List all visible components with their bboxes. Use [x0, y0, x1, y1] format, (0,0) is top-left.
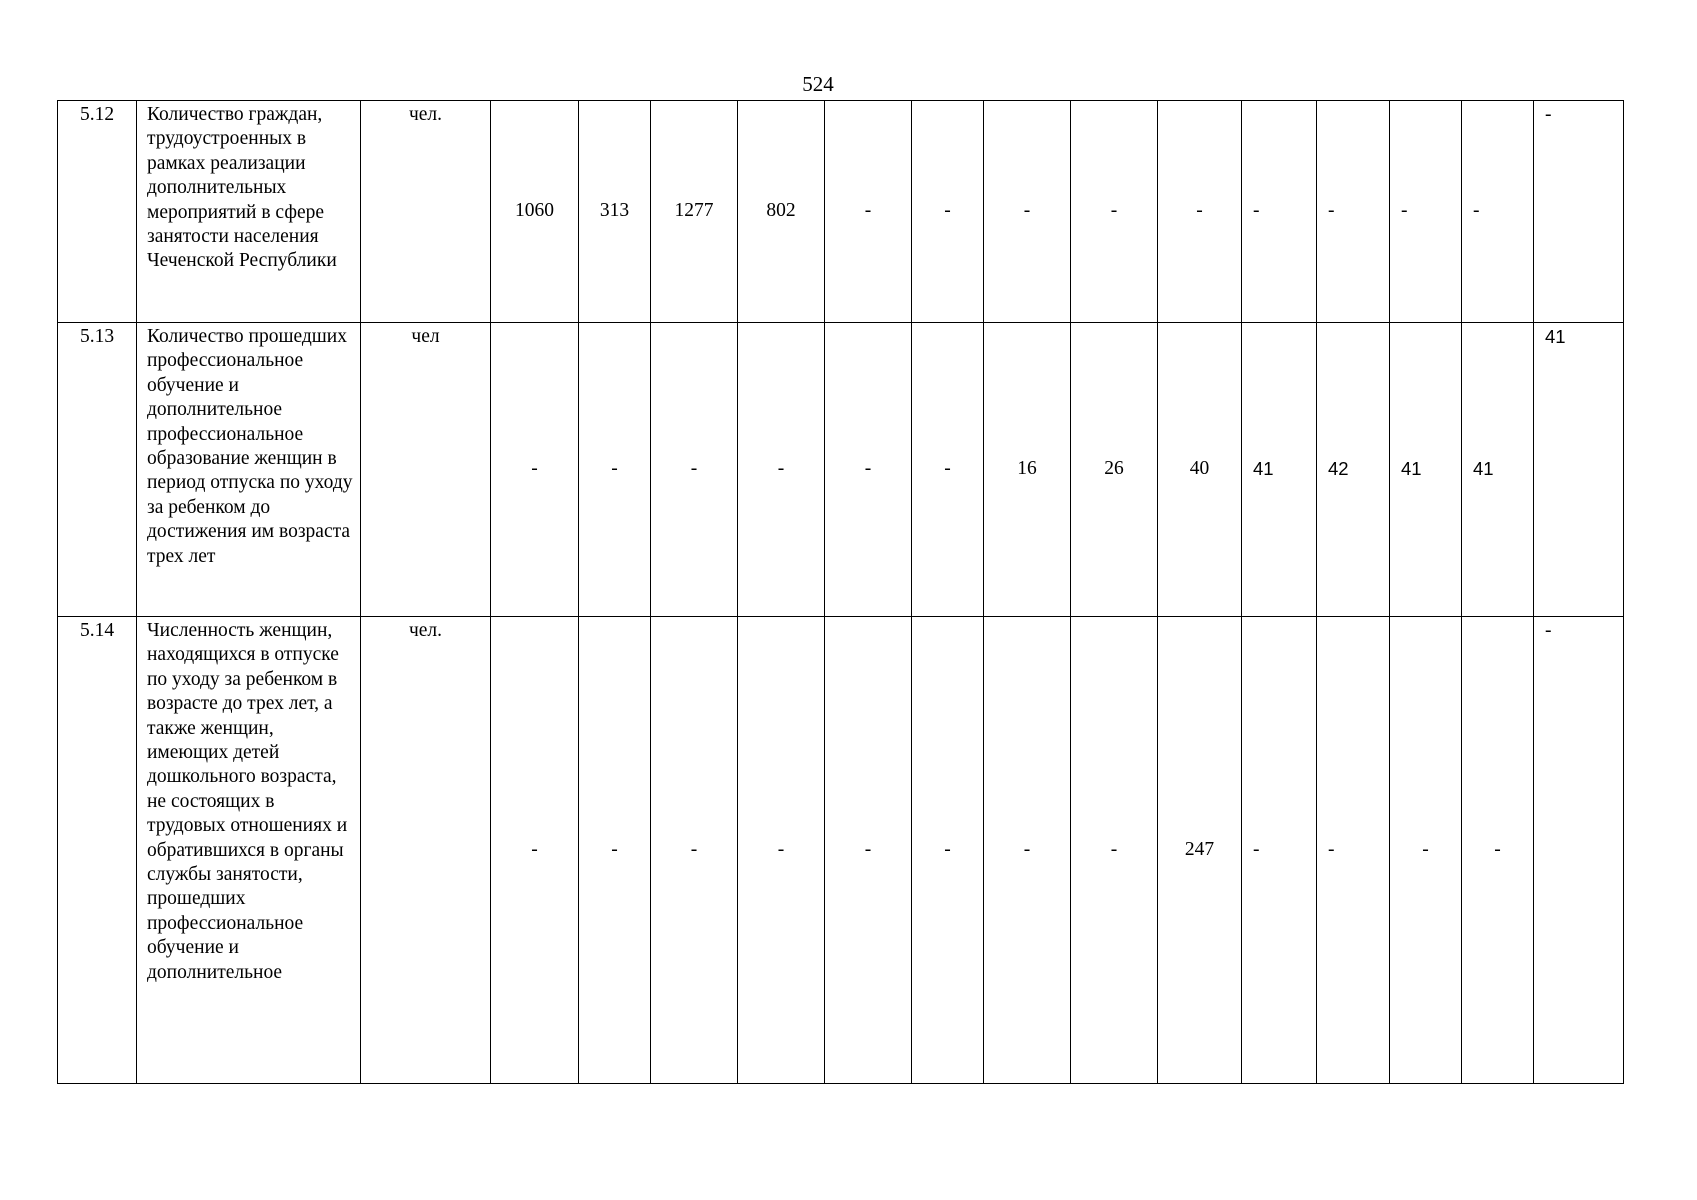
- table-row: [58, 101, 1624, 323]
- value-cell: 26: [1071, 323, 1158, 617]
- value-cell: -: [1462, 101, 1534, 323]
- value-cell: -: [1071, 101, 1158, 323]
- value-cell: -: [825, 617, 912, 1084]
- value-cell: -: [825, 101, 912, 323]
- value-cell: -: [912, 323, 984, 617]
- value-cell: 247: [1158, 617, 1242, 1084]
- row-number: 5.13: [58, 323, 137, 617]
- value-cell: -: [491, 617, 579, 1084]
- row-number: 5.14: [58, 617, 137, 1084]
- row-number: 5.12: [58, 101, 137, 323]
- value-cell: -: [738, 323, 825, 617]
- value-cell: -: [1242, 617, 1317, 1084]
- value-cell: -: [1317, 101, 1390, 323]
- value-cell: -: [912, 617, 984, 1084]
- value-cell: 802: [738, 101, 825, 323]
- value-cell: -: [1317, 617, 1390, 1084]
- last-value-cell: 41: [1534, 323, 1624, 617]
- value-cell: -: [651, 323, 738, 617]
- unit-cell: чел.: [361, 101, 491, 323]
- table-row: [58, 617, 1624, 1084]
- indicator-name: Количество прошедших профессиональное обучение и дополнительное профессиональное образование женщин в период отпуска по уходу за ребенком до достижения им возраста трех лет: [137, 323, 361, 617]
- value-cell: -: [1242, 101, 1317, 323]
- unit-cell: чел: [361, 323, 491, 617]
- value-cell: -: [579, 617, 651, 1084]
- value-cell: -: [1462, 617, 1534, 1084]
- value-cell: 16: [984, 323, 1071, 617]
- value-cell: 41: [1462, 323, 1534, 617]
- page-number: 524: [802, 72, 834, 96]
- value-cell: -: [491, 323, 579, 617]
- value-cell: -: [738, 617, 825, 1084]
- value-cell: -: [579, 323, 651, 617]
- value-cell: 40: [1158, 323, 1242, 617]
- value-cell: -: [912, 101, 984, 323]
- value-cell: -: [984, 617, 1071, 1084]
- last-value-cell: -: [1534, 617, 1624, 1084]
- value-cell: 313: [579, 101, 651, 323]
- indicator-name: Количество граждан, трудоустроенных в рамках реализации дополнительных мероприятий в сфере занятости населения Чеченской Республики: [137, 101, 361, 323]
- value-cell: -: [1071, 617, 1158, 1084]
- unit-cell: чел.: [361, 617, 491, 1084]
- value-cell: -: [984, 101, 1071, 323]
- value-cell: -: [651, 617, 738, 1084]
- value-cell: 41: [1390, 323, 1462, 617]
- value-cell: -: [1158, 101, 1242, 323]
- value-cell: 1277: [651, 101, 738, 323]
- value-cell: 42: [1317, 323, 1390, 617]
- value-cell: -: [1390, 101, 1462, 323]
- value-cell: 41: [1242, 323, 1317, 617]
- value-cell: -: [1390, 617, 1462, 1084]
- indicator-name: Численность женщин, находящихся в отпуске по уходу за ребенком в возрасте до трех лет, а также женщин, имеющих детей дошкольного возраста, не состоящих в трудовых отношениях и обратившихся в органы службы занятости, прошедших профессиональное обучение и дополнительное: [137, 617, 361, 1084]
- value-cell: 1060: [491, 101, 579, 323]
- last-value-cell: -: [1534, 101, 1624, 323]
- value-cell: -: [825, 323, 912, 617]
- indicators-table: [57, 100, 1624, 1084]
- table-row: [58, 323, 1624, 617]
